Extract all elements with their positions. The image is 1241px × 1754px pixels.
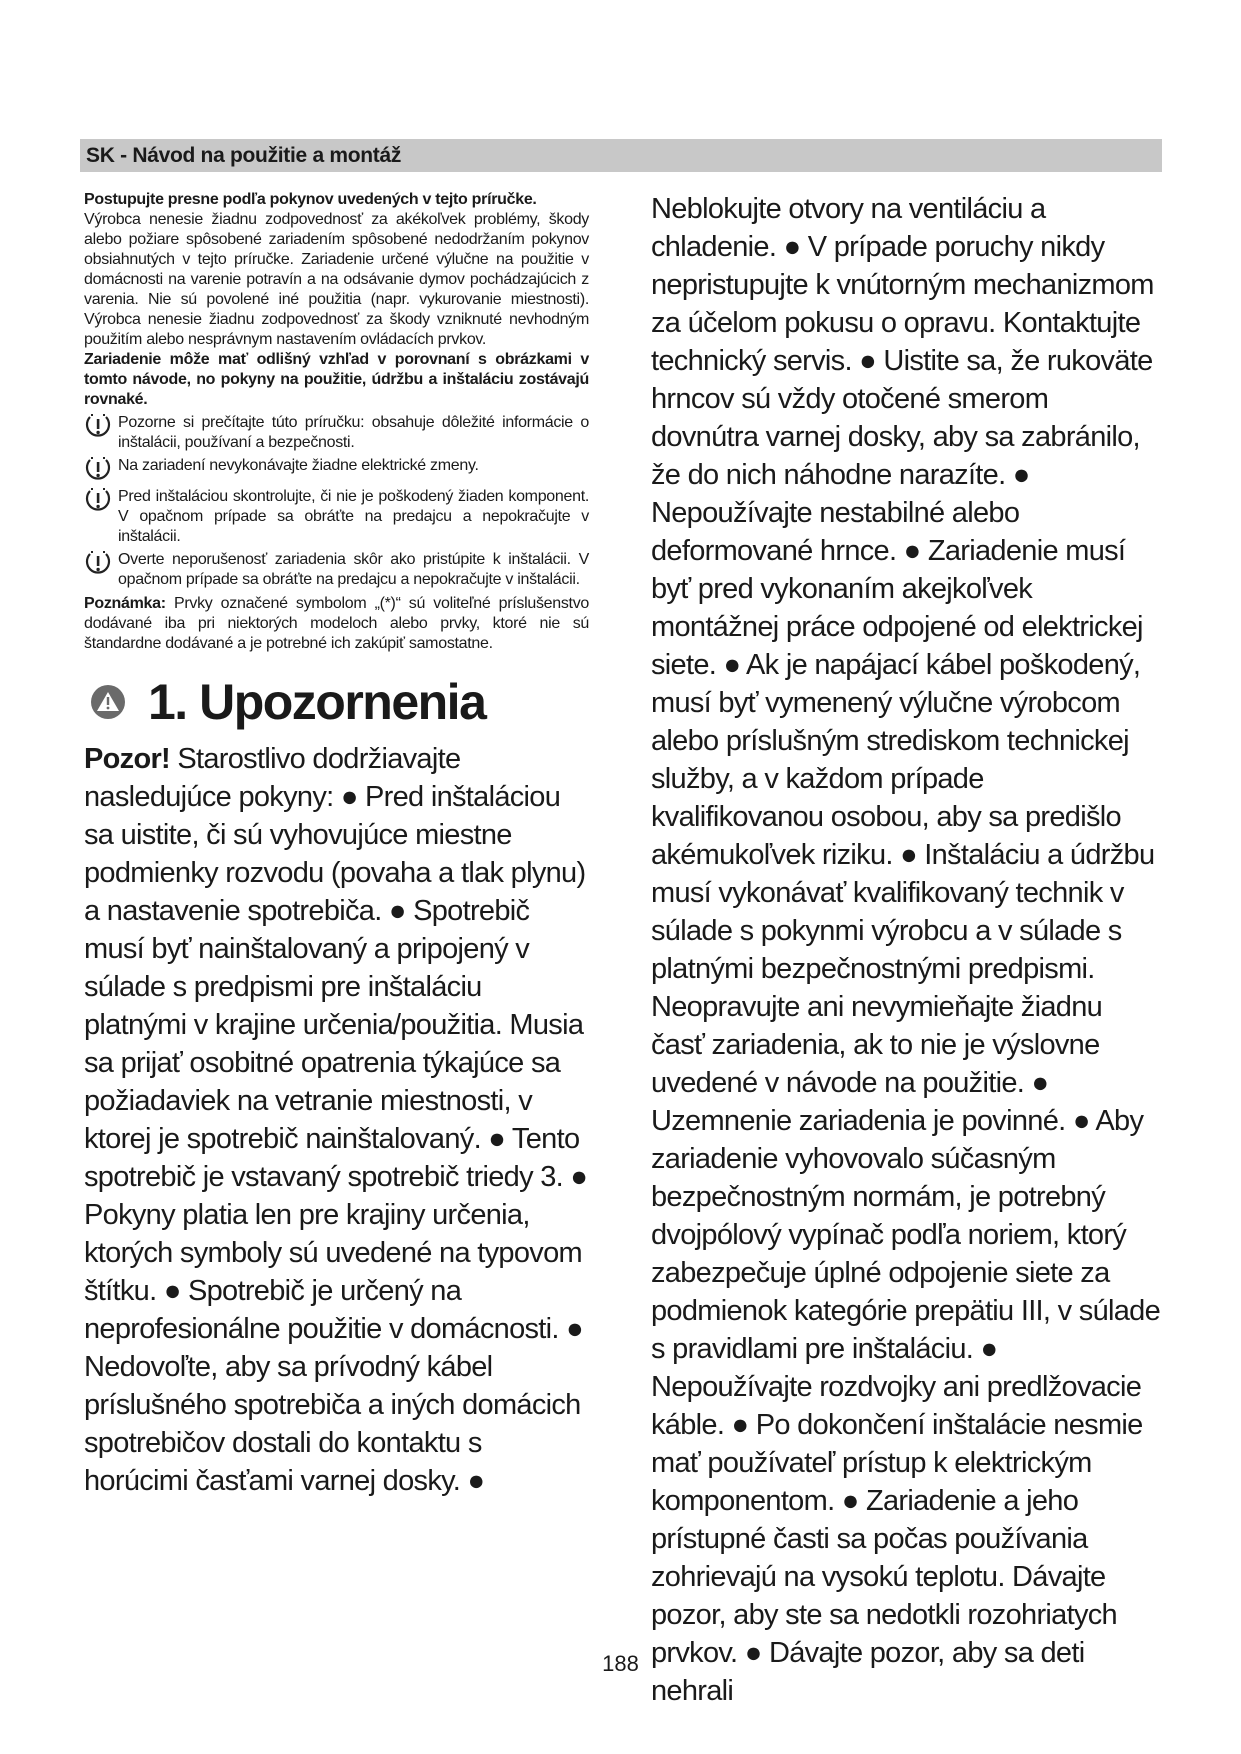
warning-triangle-icon bbox=[90, 684, 126, 720]
page-number: 188 bbox=[602, 1651, 639, 1676]
attention-lead: Pozor! bbox=[84, 743, 171, 775]
caution-icon bbox=[84, 456, 118, 484]
section-header-bar bbox=[80, 139, 1162, 172]
warning-item bbox=[84, 550, 589, 590]
warning-text: Pozorne si prečítajte túto príručku: obsahuje dôležité informácie o inštalácii, používaní a bezpečnosti. bbox=[118, 414, 589, 451]
warning-item bbox=[84, 456, 589, 484]
warnings-left-body: Starostlivo dodržiavajte nasledujúce pokyny: ● Pred inštaláciou sa uistite, či sú vyhovujúce miestne podmienky rozvodu (povaha a tlak plynu) a nastavenie spotrebiča. ● Spotrebič musí byť nainštalovaný a pripojený v súlade s predpismi pre inštaláciu platnými v krajine určenia/použitia. Musia sa prijať osobitné opatrenia týkajúce sa požiadaviek na vetranie miestnosti, v ktorej je spotrebič nainštalovaný. ● Tento spotrebič je vstavaný spotrebič triedy 3. ● Pokyny platia len pre krajiny určenia, ktorých symboly sú uvedené na typovom štítku. ● Spotrebič je určený na neprofesionálne použitie v domácnosti. ● Nedovoľte, aby sa prívodný kábel príslušného spotrebiča a iných domácich spotrebičov dostali do kontaktu s horúcimi časťami varnej dosky. ● bbox=[84, 743, 588, 1497]
warnings-right-text: Neblokujte otvory na ventiláciu a chladenie. ● V prípade poruchy nikdy nepristupujte k vnútorným mechanizmom za účelom pokusu o opravu. Kontaktujte technický servis. ● Uistite sa, že rukoväte hrncov sú vždy otočené smerom dovnútra varnej dosky, aby sa zabránilo, že do nich náhodne narazíte. ● Nepoužívajte nestabilné alebo deformované hrnce. ● Zariadenie musí byť pred vykonaním akejkoľvek montážnej práce odpojené od elektrickej siete. ● Ak je napájací kábel poškodený, musí byť vymenený výlučne výrobcom alebo príslušným strediskom technickej služby, a v každom prípade kvalifikovanou osobou, aby sa predišlo akémukoľvek riziku. ● Inštaláciu a údržbu musí vykonávať kvalifikovaný technik v súlade s pokynmi výrobcu a v súlade s platnými bezpečnostnými predpismi. Neopravujte ani nevymieňajte žiadnu časť zariadenia, ak to nie je výslovne uvedené v návode na použitie. ● Uzemnenie zariadenia je povinné. ● Aby zariadenie vyhovovalo súčasným bezpečnostným normám, je potrebný dvojpólový vypínač podľa noriem, ktorý zabezpečuje úplné odpojenie siete za podmienok kategórie prepätiu III, v súlade s pravidlami pre inštaláciu. ● Nepoužívajte rozdvojky ani predlžovacie káble. ● Po dokončení inštalácie nesmie mať používateľ prístup k elektrickým komponentom. ● Zariadenie a jeho prístupné časti sa počas používania zohrievajú na vysokú teplotu. Dávajte pozor, aby ste sa nedotkli rozohriatych prvkov. ● Dávajte pozor, aby sa deti nehrali bbox=[651, 193, 1161, 1707]
optional-items-note bbox=[84, 594, 589, 654]
section-heading: 1. Upozornenia bbox=[148, 674, 486, 730]
warnings-left-text bbox=[84, 740, 589, 1500]
warning-text: Na zariadení nevykonávajte žiadne elektrické zmeny. bbox=[118, 457, 479, 474]
caution-icon bbox=[84, 487, 118, 515]
left-column bbox=[84, 190, 589, 1500]
intro-heading: Postupujte presne podľa pokynov uvedených v tejto príručke. bbox=[84, 191, 537, 208]
warning-text: Overte neporušenosť zariadenia skôr ako pristúpite k inštalácii. V opačnom prípade sa obráťte na predajcu a nepokračujte v inštalácii. bbox=[118, 551, 589, 588]
section-title bbox=[84, 672, 589, 732]
caution-icon bbox=[84, 550, 118, 578]
intro-paragraph: Výrobca nenesie žiadnu zodpovednosť za akékoľvek problémy, škody alebo požiare spôsobené zariadením spôsobené nedodržaním pokynov obsiahnutých v tejto príručke. Zariadenie určené výlučne na použitie v domácnosti na varenie potravín a na odsávanie dymov pochádzajúcich z varenia. Nie sú povolené iné použitia (napr. vykurovanie miestnosti). Výrobca nenesie žiadnu zodpovednosť za škody vzniknuté nevhodným použitím alebo nesprávnym nastavením ovládacích prvkov. bbox=[84, 211, 589, 348]
appearance-note: Zariadenie môže mať odlišný vzhľad v porovnaní s obrázkami v tomto návode, no pokyny na použitie, údržbu a inštaláciu zostávajú rovnaké. bbox=[84, 351, 589, 408]
note-text: Prvky označené symbolom „(*)“ sú voliteľné príslušenstvo dodávané iba pri niektorých modeloch alebo prvky, ktoré nie sú štandardne dodávané a je potrebné ich zakúpiť samostatne. bbox=[84, 595, 589, 652]
header-title: SK - Návod na použitie a montáž bbox=[86, 144, 402, 167]
warning-text: Pred inštaláciou skontrolujte, či nie je poškodený žiaden komponent. V opačnom prípade sa obráťte na predajcu a nepokračujte v inštalácii. bbox=[118, 488, 589, 545]
right-column bbox=[651, 190, 1161, 1710]
warning-item bbox=[84, 487, 589, 547]
note-label: Poznámka: bbox=[84, 595, 166, 612]
caution-icon bbox=[84, 413, 118, 441]
warning-item bbox=[84, 413, 589, 453]
